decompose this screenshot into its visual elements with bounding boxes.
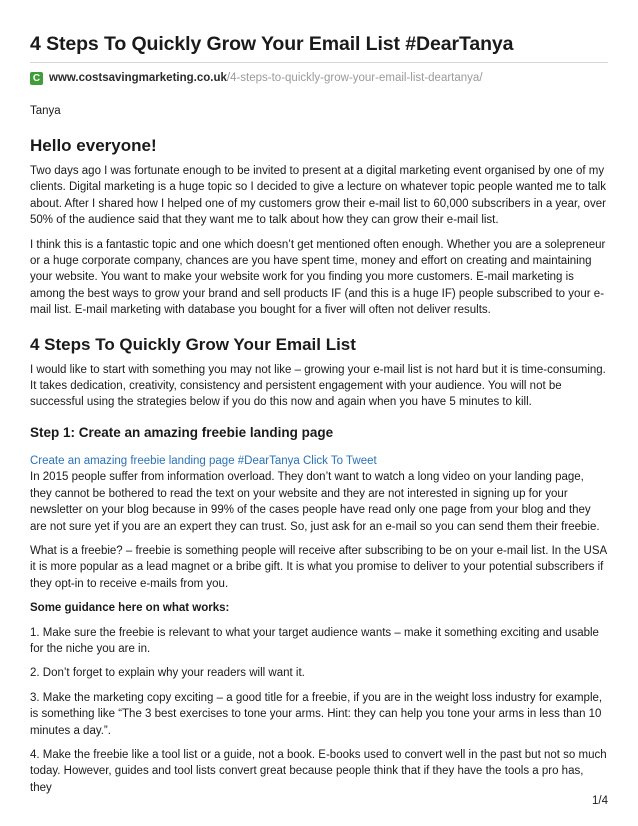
tip-item: 2. Don’t forget to explain why your readers will want it. bbox=[30, 667, 305, 680]
guidance-heading: Some guidance here on what works: bbox=[30, 602, 230, 615]
title-divider bbox=[30, 62, 608, 63]
article-title: 4 Steps To Quickly Grow Your Email List #DearTanya bbox=[30, 33, 514, 55]
tip-item: 1. Make sure the freebie is relevant to what your target audience wants – make it something exciting and usable for the niche you are in. bbox=[30, 626, 599, 655]
heading-steps: 4 Steps To Quickly Grow Your Email List bbox=[30, 334, 356, 354]
heading-step1: Step 1: Create an amazing freebie landing page bbox=[30, 424, 334, 440]
tip-item: 3. Make the marketing copy exciting – a good title for a freebie, if you are in the weight loss industry for example, is something like “The 3 best exercises to tone your arms. Hint: they can help you tone your arms in less than 10 minutes a day.”. bbox=[30, 691, 603, 737]
site-favicon-icon: C bbox=[30, 72, 43, 85]
paragraph: What is a freebie? – freebie is something people will receive after subscribing to be on your e-mail list. In the USA it is more popular as a lead magnet or a bribe gift. It is what you promise to deliver to your potential subscribers if they opt-in to receive e-mails from you. bbox=[30, 544, 607, 590]
source-domain[interactable]: www.costsavingmarketing.co.uk bbox=[49, 72, 227, 84]
article-page bbox=[30, 32, 608, 796]
paragraph: I would like to start with something you may not like – growing your e-mail list is not hard but it is time-consuming. It takes dedication, creativity, consistency and persistent engagement with your audience. You will not be successful using the strategies below if you do this now and again when you have 5 minutes to kill. bbox=[30, 363, 606, 409]
page-number: 1/4 bbox=[592, 795, 608, 807]
source-url-row[interactable] bbox=[30, 70, 608, 86]
click-to-tweet-link[interactable]: Create an amazing freebie landing page #DearTanya Click To Tweet bbox=[30, 454, 377, 467]
heading-hello: Hello everyone! bbox=[30, 136, 157, 155]
source-path[interactable]: /4-steps-to-quickly-grow-your-email-list-deartanya/ bbox=[226, 72, 483, 84]
paragraph: Two days ago I was fortunate enough to be invited to present at a digital marketing event organised by one of my clients. Digital marketing is a huge topic so I decided to give a lecture on whatever topic people wanted me to talk about. After I shared how I helped one of my customers grow their e-mail list to 60,000 subscribers in a year, over 50% of the audience said that they want me to talk about how they can grow their e-mail list. bbox=[30, 165, 606, 227]
tip-item: 4. Make the freebie like a tool list or a guide, not a book. E-books used to convert well in the past but not so much today. However, guides and tool lists convert great because people think that if they have the tools a pro has, they bbox=[30, 748, 607, 794]
paragraph: In 2015 people suffer from information overload. They don’t want to watch a long video on your landing page, they cannot be bothered to read the text on your website and they are not interested in signing up for your newsletter on your blog because in 99% of the cases people have read only one page from your blog and they are not sure yet if you are an expert they can trust. So, just ask for an e-mail so you can send them their freebie. bbox=[30, 471, 600, 533]
paragraph: I think this is a fantastic topic and one which doesn’t get mentioned often enough. Whether you are a solepreneur or a huge corporate company, chances are you have spent time, money and effort on creating and maintaining your website. You want to make your website work for you finding you more customers. E-mail marketing is among the best ways to grow your brand and sell products IF (and this is a huge IF) people subscribed to your e-mail list. E-mail marketing with database you bought for a fiver will often not deliver results. bbox=[30, 238, 606, 317]
author-name: Tanya bbox=[30, 105, 61, 117]
